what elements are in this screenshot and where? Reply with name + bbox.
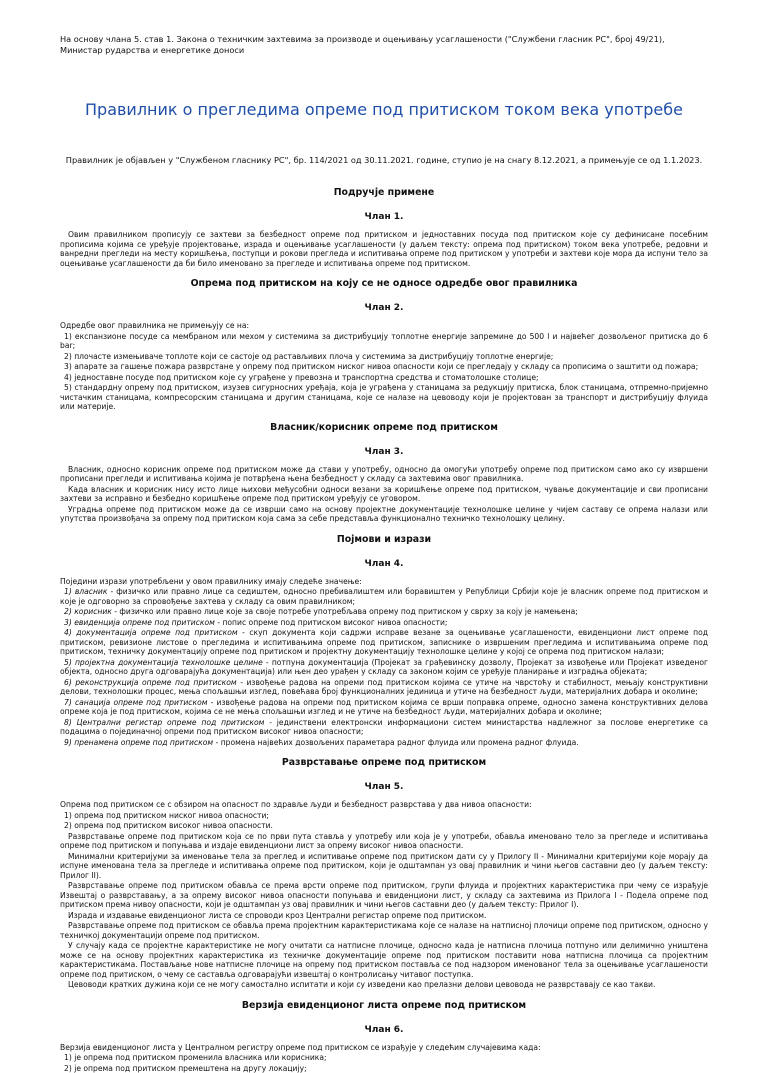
term-label: 2) корисник xyxy=(64,607,112,616)
section-heading-classification: Разврставање опреме под притиском xyxy=(60,757,708,768)
term-label: 8) Централни регистар опреме под притиском xyxy=(64,718,264,727)
term-item xyxy=(60,607,708,617)
term-label: 6) реконструкција опреме под притиском xyxy=(64,678,237,687)
term-item xyxy=(60,678,708,697)
article-5-paragraph: Разврставање опреме под притиском се обавља према пројектним карактеристикама које се налазе на натписној плочици опреме под притиском, односно у техничкој документацији опреме под притиском. xyxy=(60,921,708,940)
article-2-item: 2) плочасте измењиваче топлоте који се састоје од растављивих плоча у системима за дистрибуцију топлотне енергије; xyxy=(60,352,708,362)
term-label: 3) евиденција опреме под притиском xyxy=(64,618,215,627)
article-6-heading: Члан 6. xyxy=(60,1025,708,1035)
article-3-paragraph: Када власник и корисник нису исто лице њихови међусобни односи везани за коришћење опреме под притиском, чување документације и сви прописани захтеви за исправно и безбедно коришћење опреме под притиском уређују се уговором. xyxy=(60,485,708,504)
term-item xyxy=(60,738,708,748)
article-2-item: 5) стандардну опрему под притиском, изузев сигурносних уређаја, која је уграђена у станицама за редукцију притиска, блок станицама, отпремно-пријемно чистачким станицама, компресорским станицама и другим станицама, које се налазе на цевоводу који је пројектован за транспорт и дистрибуцију флуида или материје. xyxy=(60,383,708,412)
term-item xyxy=(60,718,708,737)
intro-line-1: На основу члана 5. став 1. Закона о техничким захтевима за производе и оцењивању усаглашености ("Службени гласник РС", број 49/21), xyxy=(60,34,708,45)
intro-line-2: Министар рударства и енергетике доноси xyxy=(60,45,708,56)
article-2-lead: Одредбе овог правилника не примењују се на: xyxy=(60,321,708,331)
term-definition: - извођење радова на опреми под притиском којима се врши поправка опреме, односно замена конструктивних делова опреме која је под притиском, којима се не мења спољашњи изглед и не утиче на безбедност људи, материјалних добара и околине; xyxy=(60,698,708,717)
article-5-paragraph: Цевоводи кратких дужина који се не могу самостално испитати и који су изведени као прелазни делови цевовода не разврставају се као такви. xyxy=(60,980,708,990)
term-definition: - попис опреме под притиском високог нивоа опасности; xyxy=(215,618,448,627)
term-definition: - јединствени електронски информациони систем министарства надлежног за послове енергетике са подацима о појединачној опреми под притиском високог нивоа опасности; xyxy=(60,718,708,737)
article-6-item: 1) је опрема под притиском променила власника или корисника; xyxy=(60,1053,708,1063)
article-5-paragraph: Израда и издавање евиденционог листа се спроводи кроз Централни регистар опреме под притиском. xyxy=(60,911,708,921)
term-definition: - скуп документа који садржи исправе везане за оцењивање усаглашености, евиденциони лист опреме под притиском, ревизионе листове о прегледима и испитивањима опреме под притиском, записнике о извршеним прегледима и испитивањима опреме под притиском, техничку документацију опреме под притиском и пројектну документацију технолошке целине у којој се опрема под притиском налази; xyxy=(60,628,708,656)
section-heading-scope: Подручје примене xyxy=(60,187,708,198)
term-label: 7) санација опреме под притиском xyxy=(64,698,207,707)
term-definition: - физичко или правно лице са седиштем, односно пребивалиштем или боравиштем у Републици Србији које је власник опреме под притиском и које је одговорно за спровођење захтева у складу са овим правилником; xyxy=(60,587,708,606)
article-5-lead: Опрема под притиском се с обзиром на опасност по здравље људи и безбедност разврстава у два нивоа опасности: xyxy=(60,800,708,810)
term-label: 1) власник xyxy=(64,587,107,596)
article-6-lead: Верзија евиденционог листа у Централном регистру опреме под притиском се израђује у следећим случајевима када: xyxy=(60,1043,708,1053)
term-definition: - потпуна документација (Пројекат за грађевинску дозволу, Пројекат за извођење или Пројекат изведеног објекта, односно друга одговарајућа документација) или њен део урађен у складу са законом којим се уређује планирање и изградња објеката; xyxy=(60,658,708,677)
publication-note: Правилник је објављен у "Службеном гласнику РС", бр. 114/2021 од 30.11.2021. године, ступио је на снагу 8.12.2021, а примењује се од 1.1.2023. xyxy=(60,155,708,165)
article-5-item: 2) опрема под притиском високог нивоа опасности. xyxy=(60,821,708,831)
article-4-lead: Поједини изрази употребљени у овом правилнику имају следеће значење: xyxy=(60,577,708,587)
article-5-paragraph: Разврставање опреме под притиском која се по први пута ставља у употребу или која је у употреби, обавља именовано тело за прегледе и испитивања опреме под притиском и попуњава и издаје евиденциони лист за опрему високог нивоа опасности. xyxy=(60,832,708,851)
term-item xyxy=(60,628,708,657)
term-definition: - извођење радова на опреми под притиском којима се утиче на чврстоћу и стабилност, мењају конструктивни делови, технолошки процес, мења спољашњи изглед, повећава број функционалних јединица и утиче на безбедност људи, материјалних добара и околине; xyxy=(60,678,708,697)
section-heading-owner: Власник/корисник опреме под притиском xyxy=(60,422,708,433)
article-3-paragraph: Власник, односно корисник опреме под притиском може да стави у употребу, односно да омогући употребу опреме под притиском само ако су извршени прописани прегледи и испитивања којима је потврђена њена безбедност у складу са захтевима овог правилника. xyxy=(60,465,708,484)
section-heading-record-version: Верзија евиденционог листа опреме под притиском xyxy=(60,1000,708,1011)
term-item xyxy=(60,587,708,606)
term-label: 5) пројектна документација технолошке целине xyxy=(64,658,263,667)
term-label: 4) документација опреме под притиском xyxy=(64,628,238,637)
section-heading-exclusions: Опрема под притиском на коју се не односе одредбе овог правилника xyxy=(60,278,708,289)
article-1-paragraph: Овим правилником прописују се захтеви за безбедност опреме под притиском и једноставних посуда под притиском које су дефинисане посебним прописима којима се уређује пројектовање, израда и оцењивање усаглашености (у даљем тексту: опрема под притиском) током века употребе, редовни и ванредни прегледи на месту коришћења, поступци и рокови прегледа и испитивања опреме под притиском у употреби и захтеви које мора да испуни тело за оцењивање усаглашености да би било именовано за прегледе и испитивања опреме под притиском. xyxy=(60,230,708,268)
article-3-paragraph: Уградња опреме под притиском може да се изврши само на основу пројектне документације технолошке целине у чијем саставу се опрема налази или упутства произвођача за опрему под притиском која сама за себе представља функционално техничко технолошку целину. xyxy=(60,505,708,524)
term-item xyxy=(60,618,708,628)
article-4-heading: Члан 4. xyxy=(60,559,708,569)
term-definition: - промена највећих дозвољених параметара радног флуида или промена радног флуида. xyxy=(213,738,579,747)
article-5-item: 1) опрема под притиском ниског нивоа опасности; xyxy=(60,811,708,821)
term-item xyxy=(60,658,708,677)
article-5-paragraph: Разврставање опреме под притиском обавља се према врсти опреме под притиском, групи флуида и пројектних карактеристика при чему се израђује Извештај о разврставању, а за опрему високог нивоа опасности попуњава и евиденциони лист, у складу са захтевима из Прилога I - Подела опреме под притиском према нивоу опасности, који је одштампан уз овај правилник и чини његов саставни део (у даљем тексту: Прилог I). xyxy=(60,881,708,910)
article-6-item: 2) је опрема под притиском премештена на другу локацију; xyxy=(60,1064,708,1073)
term-label: 9) пренамена опреме под притиском xyxy=(64,738,213,747)
term-item xyxy=(60,698,708,717)
article-2-item: 3) апарате за гашење пожара разврстане у опрему под притиском ниског нивоа опасности који се прегледају у складу са прописима о заштити од пожара; xyxy=(60,362,708,372)
article-5-paragraph: Минимални критеријуми за именовање тела за преглед и испитивање опреме под притиском дати су у Прилогу II - Минимални критеријуми које морају да испуне именована тела за прегледе и испитивања опреме под притиском, који је одштампан уз овај правилник и чини његов саставни део (у даљем тексту: Прилог II). xyxy=(60,852,708,881)
article-2-item: 4) једноставне посуде под притиском које су уграђене у превозна и транспортна средства и стоматолошке столице; xyxy=(60,373,708,383)
article-3-heading: Члан 3. xyxy=(60,447,708,457)
article-2-heading: Члан 2. xyxy=(60,303,708,313)
article-2-item: 1) експанзионе посуде са мембраном или мехом у системима за дистрибуцију топлотне енергије запремине до 500 l и највећег дозвољеног притиска до 6 bar; xyxy=(60,332,708,351)
page-title: Правилник о прегледима опреме под притиском током века употребе xyxy=(60,100,708,119)
article-1-heading: Члан 1. xyxy=(60,212,708,222)
article-5-heading: Члан 5. xyxy=(60,782,708,792)
section-heading-terms: Појмови и изрази xyxy=(60,534,708,545)
term-definition: - физичко или правно лице које за своје потребе употребљава опрему под притиском у сврху за коју је намењена; xyxy=(112,607,578,616)
article-5-paragraph: У случају када се пројектне карактеристике не могу очитати са натписне плочице, односно када је натписна плочица потпуно или делимично уништена може се на основу пројектних карактеристика из техничке документације опреме под притиском поставити нова натписна плочица са пројектним карактеристикама. Постављање нове натписне плочице на опрему под притиском поставља се под надзором именованог тела за оцењивање усаглашености опреме под притиском, о чему се саставља одговарајући извештај о контролисању читавог поступка. xyxy=(60,941,708,979)
